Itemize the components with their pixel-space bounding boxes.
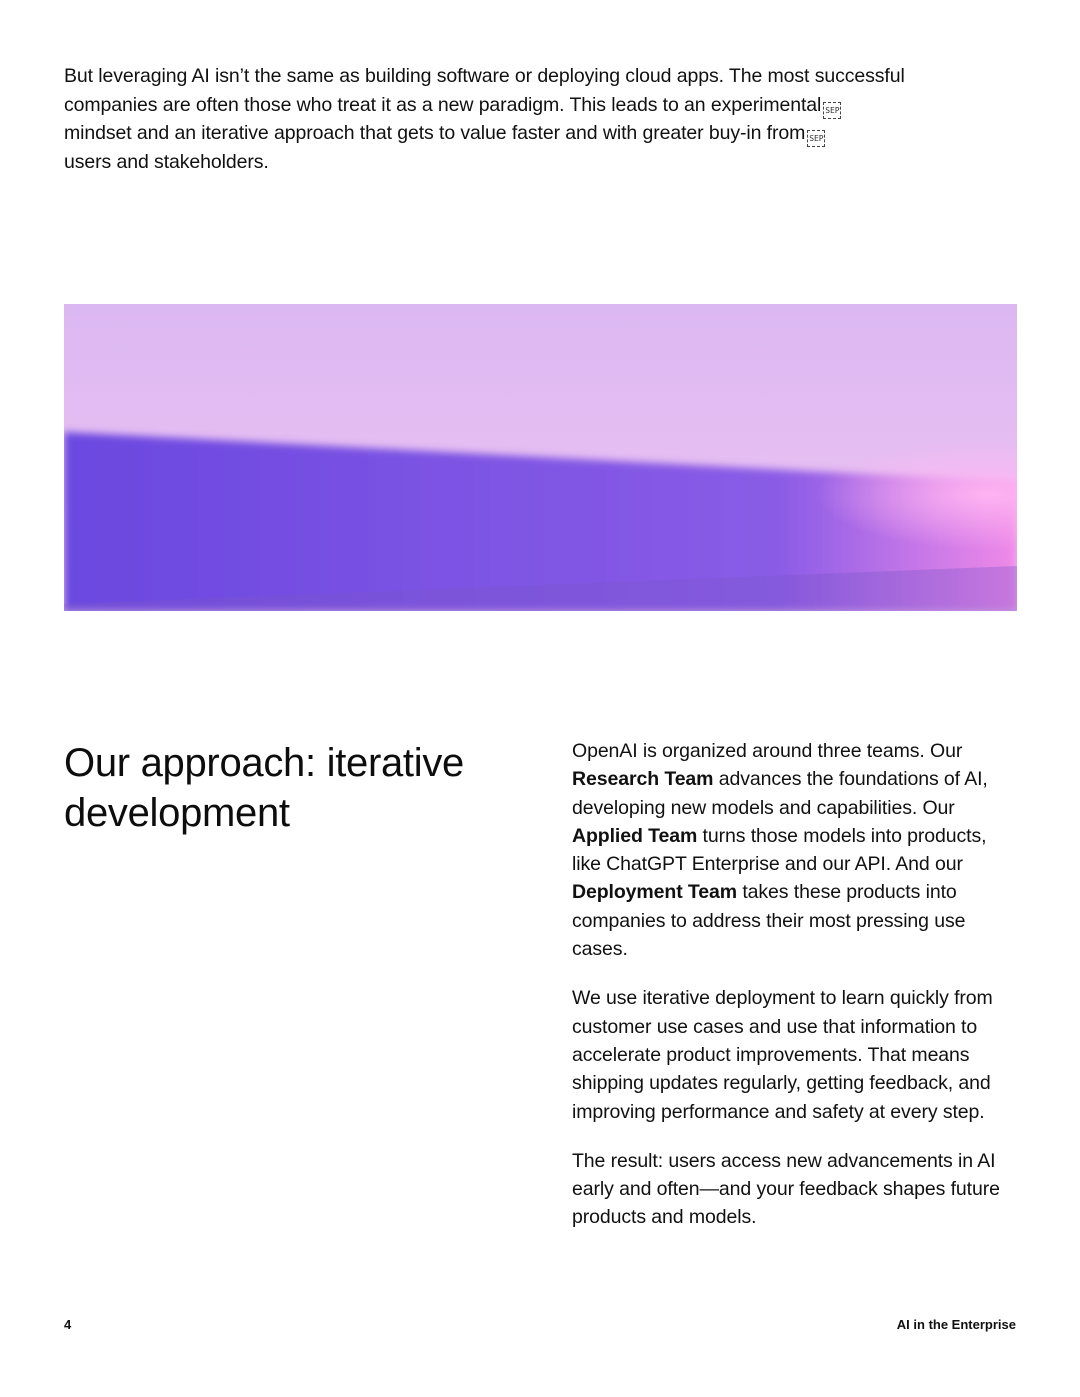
page-number: 4	[64, 1317, 72, 1332]
teams-text-2: advances the foundations of AI, developing new models and capabilities. Our	[572, 768, 988, 819]
teams-paragraph	[572, 737, 1017, 963]
hero-gradient-art	[64, 304, 1017, 611]
teams-text-3: turns those models into products, like ChatGPT Enterprise and our API. And our	[572, 824, 987, 876]
applied-team-label: Applied Team	[572, 824, 698, 847]
intro-line-3: mindset and an iterative approach that gets to value faster and with greater buy-in from	[64, 122, 806, 144]
intro-paragraph	[64, 62, 1024, 176]
iterative-deployment-paragraph: We use iterative deployment to learn quickly from customer use cases and use that information to accelerate product improvements. That means shipping updates regularly, getting feedback, and improving performance and safety at every step.	[572, 987, 993, 1123]
sep-glyph: SEP	[823, 102, 841, 119]
intro-line-1: But leveraging AI isn’t the same as building software or deploying cloud apps. The most successful	[64, 65, 905, 87]
hero-gradient-image	[64, 304, 1017, 611]
intro-line-2: companies are often those who treat it as a new paradigm. This leads to an experimental	[64, 93, 822, 116]
intro-line-4: users and stakeholders.	[64, 150, 269, 173]
research-team-label: Research Team	[572, 768, 714, 791]
section-heading: Our approach: iterative development	[64, 741, 464, 835]
teams-text-1: OpenAI is organized around three teams. Our	[572, 740, 963, 762]
body-column	[572, 737, 1017, 1253]
teams-text-4: takes these products into companies to address their most pressing use cases.	[572, 881, 966, 961]
pink-glow	[64, 304, 1017, 611]
result-paragraph: The result: users access new advancements in AI early and often—and your feedback shapes future products and models.	[572, 1149, 1000, 1229]
sep-glyph: SEP	[807, 130, 825, 147]
deployment-team-label: Deployment Team	[572, 881, 738, 904]
footer-doc-title: AI in the Enterprise	[896, 1317, 1016, 1332]
